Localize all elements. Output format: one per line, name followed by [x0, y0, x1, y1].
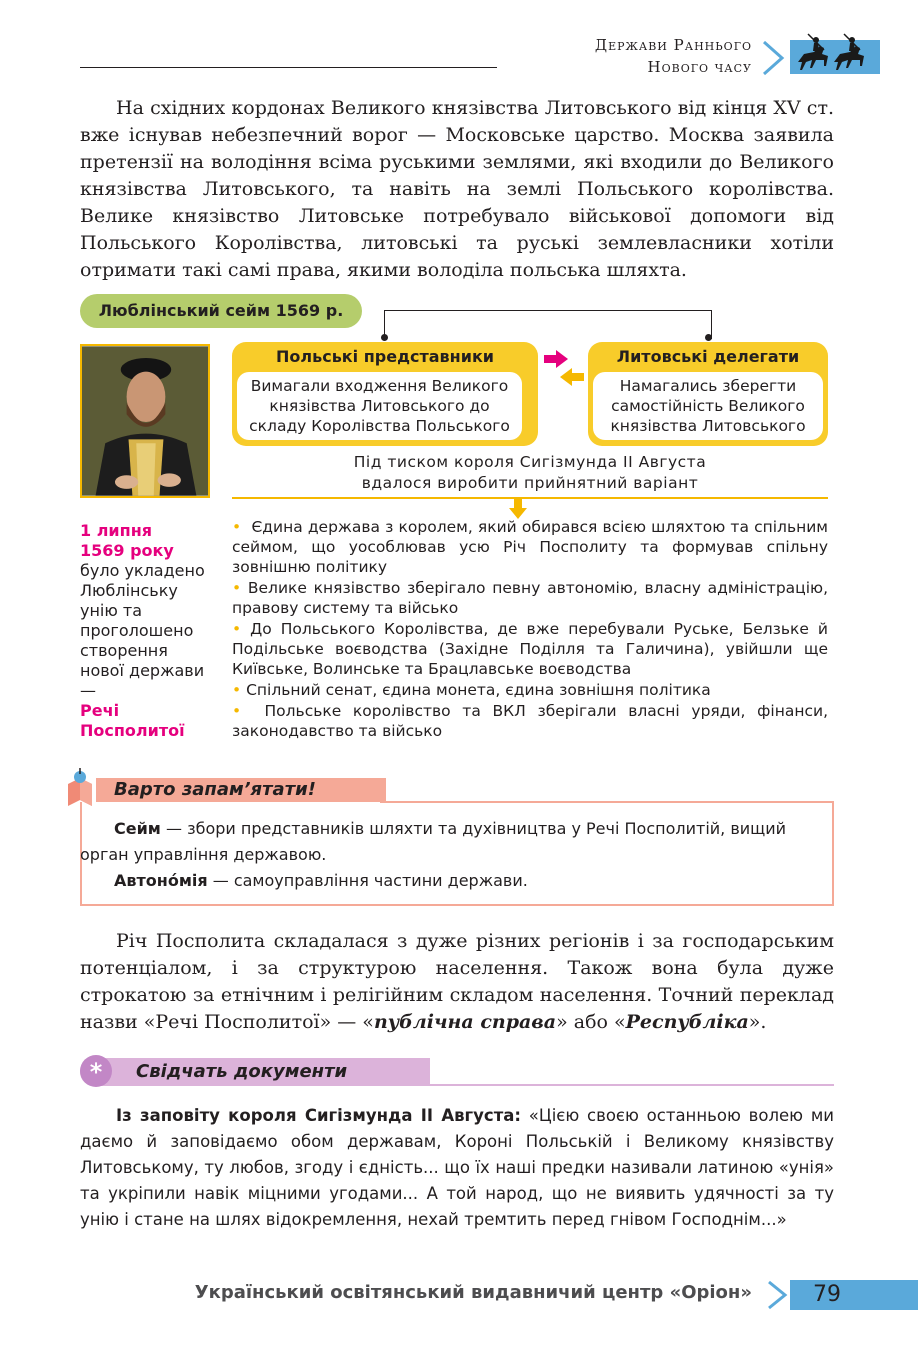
polish-representatives-title: Польські представники — [275, 347, 495, 366]
documents-quote-text: «Цією своєю останньою волею ми даємо й заповідаємо обом державам, Короні Польській і Великому князівству Литовському, ту любов, згоду і єдність... що їх наші предки називали латиною «унія» та укріпили навік міцними угодами... А той народ, що не виявить удячності за ту унію і стане на шлях відокремлення, нехай тремтить перед гнівом Господнім...» — [80, 1106, 835, 1229]
intro-text: На східних кордонах Великого князівства Литовського від кінця XV ст. вже існував небезпечний ворог — Московське царство. Москва заявила претензії на володіння всіма руськими землями, які входили до Великого князівства Литовського, та навіть на землі Польського королівства. Велике князівство Литовське потребувало військової допомоги від Польського Королівства, литовські та руські землевласники хотіли отримати такі самі права, якими володіла польська шляхта. — [80, 97, 834, 281]
running-header-line2: Нового часу — [647, 58, 752, 76]
para2-em2: Республіка — [625, 1011, 749, 1033]
remember-definitions — [80, 816, 830, 894]
running-header-line1: Держави Раннього — [594, 36, 752, 54]
chevron-icon — [766, 1280, 790, 1310]
list-item: • Велике князівство зберігало певну автономію, власну адміністрацію, правову систему та військо — [232, 579, 828, 617]
lithuanian-delegates-body: Намагались зберегти самостійність Великого князівства Литовського — [593, 372, 823, 440]
polish-representatives-body: Вимагали входження Великого князівства Литовського до складу Королівства Польського — [237, 372, 522, 440]
connector-dot-left — [381, 334, 388, 341]
list-item: • Польське королівство та ВКЛ зберігали власні уряди, фінанси, законодавство та військо — [232, 702, 828, 740]
union-state: Речі Посполитої — [80, 701, 185, 740]
chevron-icon — [760, 38, 790, 78]
pressure-line2: вдалося виробити прийнятний варіант — [361, 474, 699, 492]
documents-rule — [430, 1084, 834, 1086]
list-item: • До Польського Королівства, де вже перебували Руське, Белзьке й Подільське воєводства (Західне Поділля та Галичина), увійшли ще Київське, Волинське та Брацлавське воєводства — [232, 620, 828, 678]
pressure-text — [232, 452, 828, 494]
header-rule — [80, 67, 497, 68]
union-date: 1 липня 1569 року — [80, 521, 174, 560]
pin-icon — [64, 768, 96, 808]
polish-representatives-box — [232, 342, 538, 446]
remember-rule — [380, 801, 834, 803]
def-sejm: — збори представників шляхти та духівництва у Речі Посполитій, вищий орган управління державою. — [80, 819, 787, 864]
divider-rule — [232, 497, 828, 499]
bullet-icon: • — [232, 702, 242, 720]
para2-text2: » або « — [556, 1011, 626, 1033]
term-sejm: Сейм — [114, 819, 161, 838]
pressure-line1: Під тиском короля Сигізмунда II Августа — [353, 453, 707, 471]
king-portrait — [80, 344, 210, 498]
arrow-right-icon — [544, 350, 568, 368]
rzeczpospolita-paragraph — [80, 928, 834, 1036]
term-autonomy: Автоно́мія — [114, 871, 208, 890]
list-item: • Спільний сенат, єдина монета, єдина зовнішня політика — [232, 681, 711, 699]
para2-text3: ». — [748, 1011, 767, 1033]
union-side-note — [80, 521, 220, 741]
intro-paragraph — [80, 95, 834, 284]
documents-quote — [80, 1103, 834, 1233]
arrow-down-icon — [509, 499, 527, 519]
page-number: 79 — [813, 1282, 841, 1307]
documents-title: Свідчать документи — [136, 1061, 348, 1082]
remember-title: Варто запам’ятати! — [114, 779, 316, 800]
bullet-icon: • — [232, 681, 242, 699]
para2-em1: публічна справа — [373, 1011, 557, 1033]
connector-bracket — [384, 310, 712, 339]
def-autonomy: — самоуправління частини держави. — [207, 871, 528, 890]
lithuanian-delegates-box — [588, 342, 828, 446]
horse-riders-icon — [794, 32, 874, 74]
lithuanian-delegates-title: Литовські делегати — [616, 347, 800, 366]
lublin-sejm-label: Люблінський сейм 1569 р. — [80, 294, 362, 328]
asterisk-icon: * — [80, 1055, 112, 1087]
publisher-name: Український освітянський видавничий центр «Оріон» — [194, 1282, 752, 1303]
connector-dot-right — [705, 334, 712, 341]
bullet-icon: • — [232, 620, 242, 638]
bullet-icon: • — [232, 518, 242, 536]
running-header — [470, 34, 752, 78]
documents-lead: Із заповіту короля Сигізмунда II Августа: — [116, 1106, 522, 1125]
para2-text1: Річ Посполита складалася з дуже різних регіонів і за господарським потенціалом, і за структурою населення. Також вона була дуже строкатою за етнічним і релігійним складом населення. Точний переклад назви «Речі Посполитої» — « — [80, 930, 834, 1033]
list-item: • Єдина держава з королем, який обирався всією шляхтою та спільним сеймом, що уособлював усю Річ Посполиту та формував спільну зовнішню політику — [232, 518, 828, 576]
bullet-icon: • — [232, 579, 242, 597]
union-text: було укладено Люблінську унію та проголошено створення нової держави — — [80, 561, 205, 700]
union-terms-list — [232, 517, 828, 742]
arrow-left-icon — [560, 368, 584, 386]
